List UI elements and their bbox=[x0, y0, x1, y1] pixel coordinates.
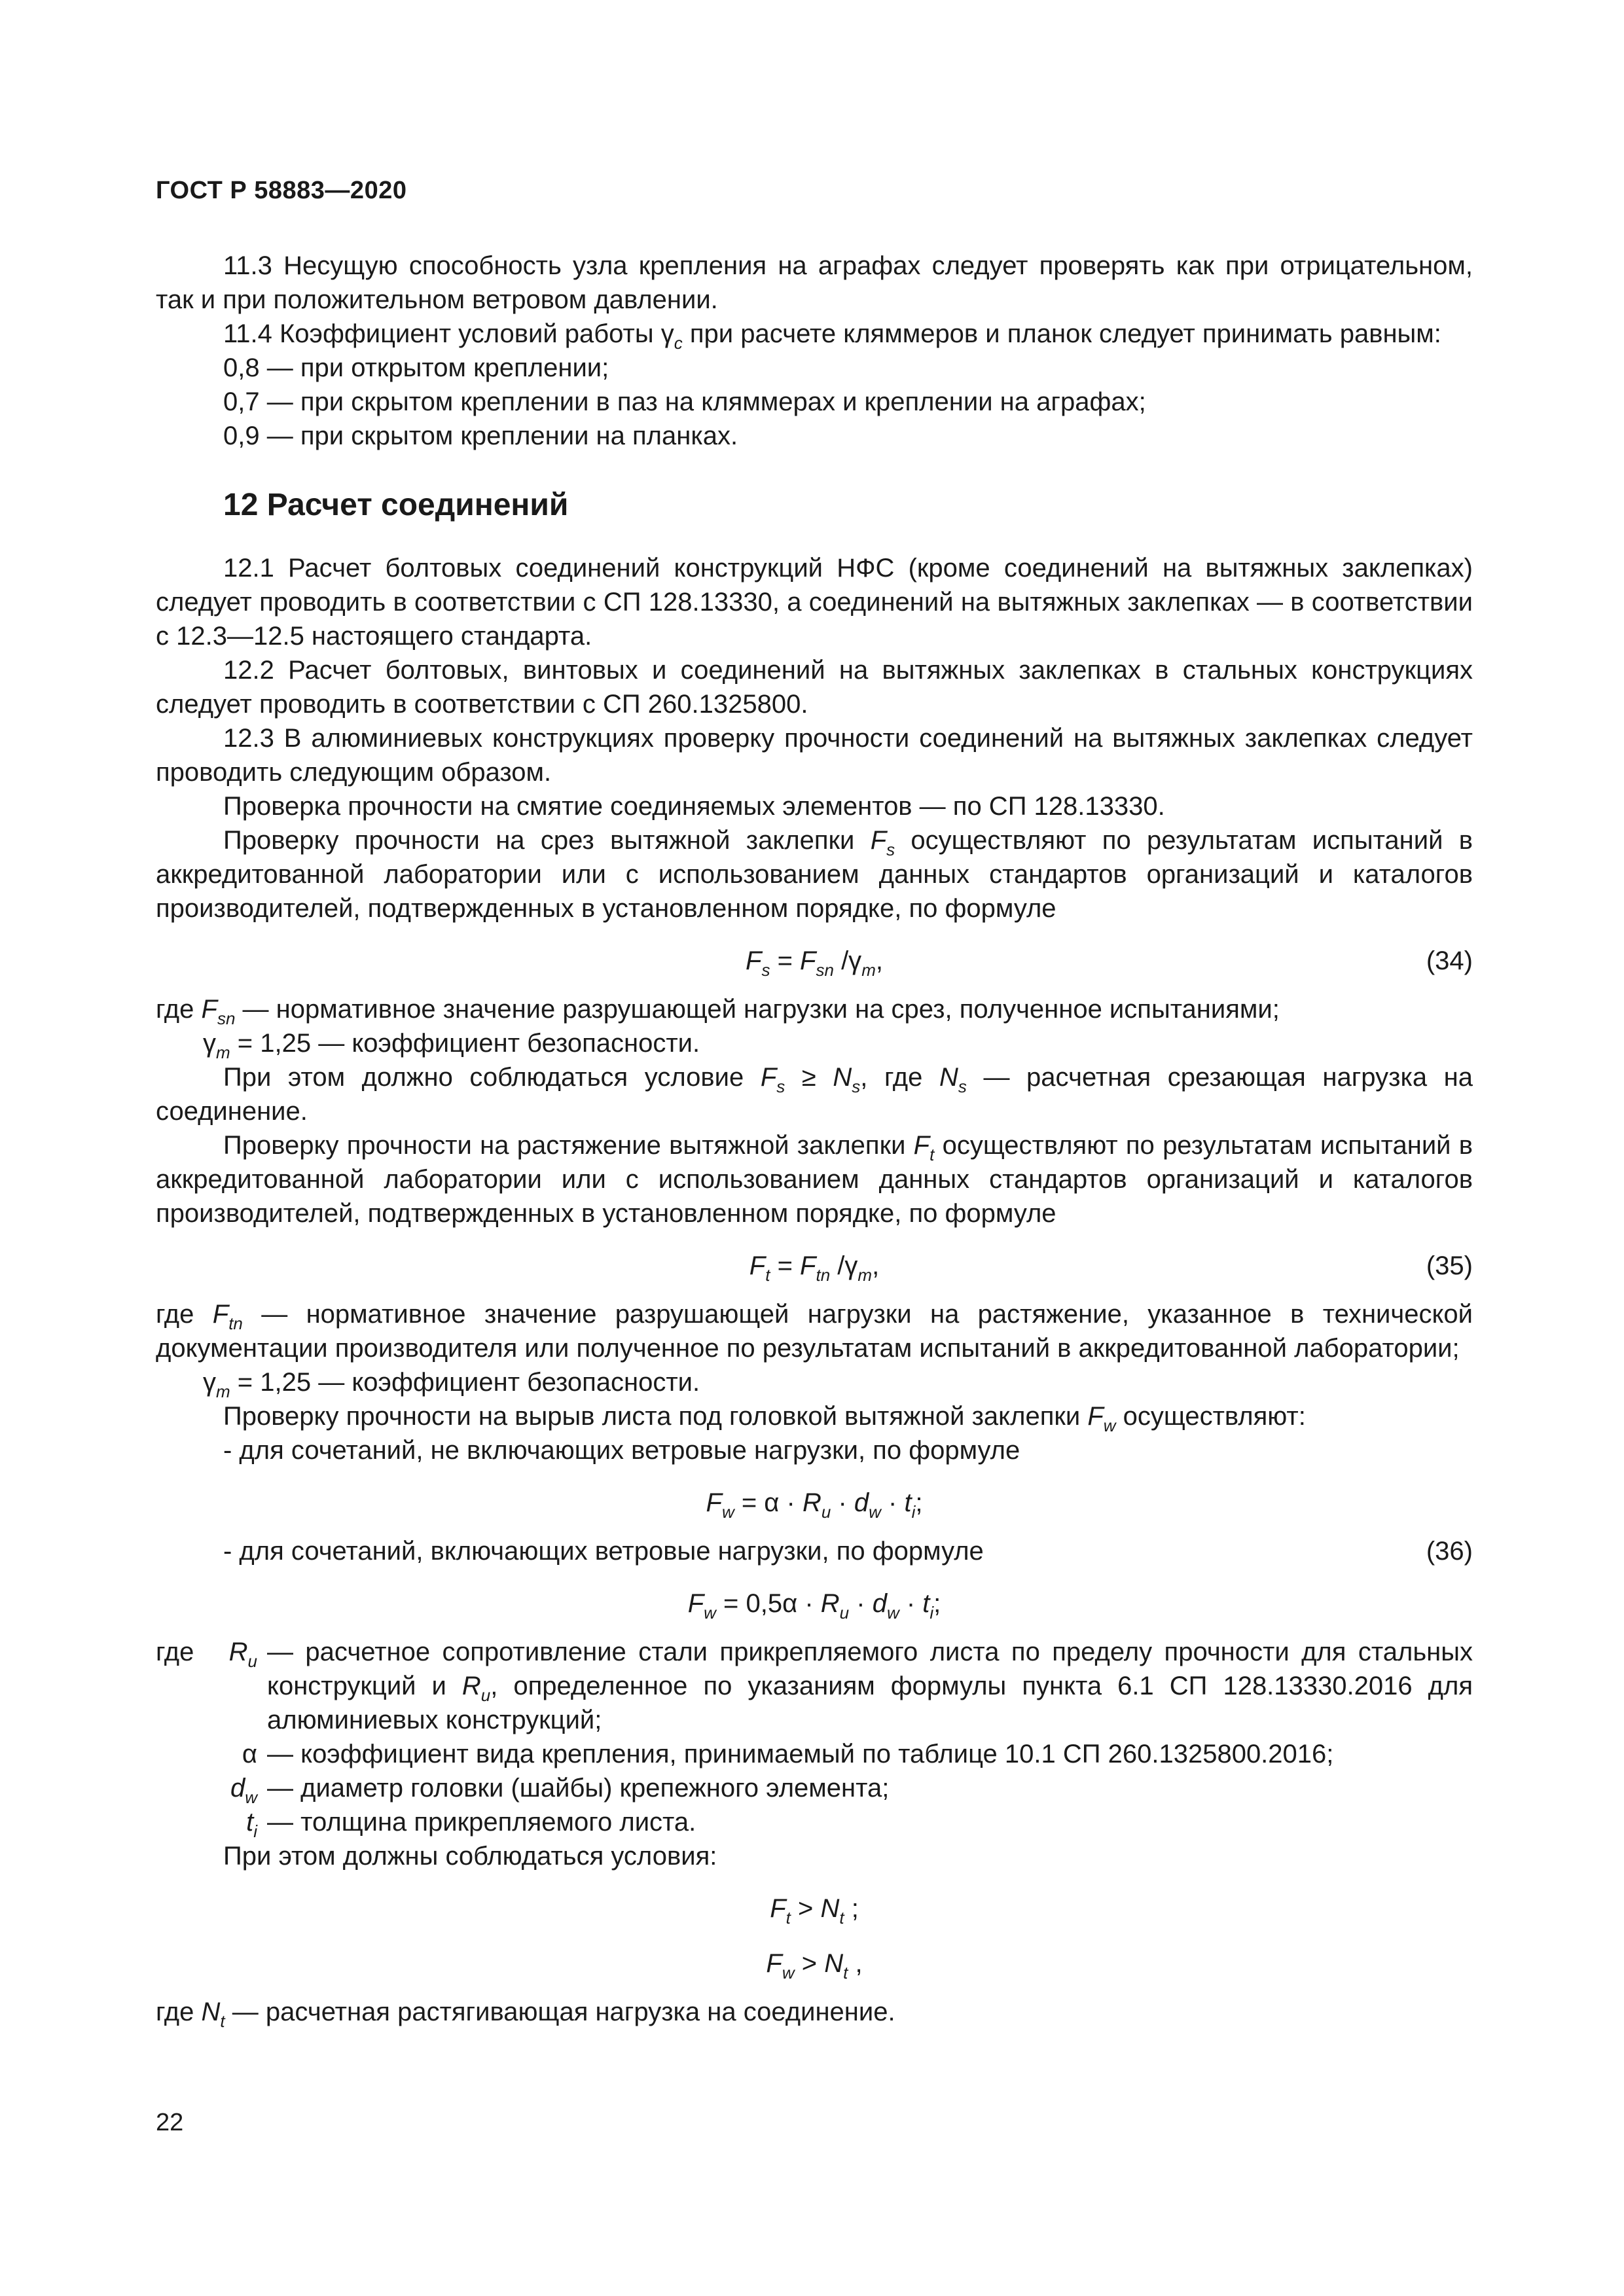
paragraph-srez: Проверку прочности на срез вытяжной заклепки $F_s$ осуществляют по результатам испытаний в аккредитованной лаборатории или с использованием данных стандартов организаций и каталогов производителей, подтвержденных в установленном порядке, по формуле bbox=[156, 826, 1473, 923]
condition-ft: $F_t > N_t$ ; bbox=[770, 1894, 859, 1928]
paragraph-vyryv: Проверку прочности на вырыв листа под головкой вытяжной заклепки $F_w$ осуществляют: bbox=[223, 1402, 1306, 1435]
paragraph-12-1: 12.1 Расчет болтовых соединений конструкций НФС (кроме соединений на вытяжных заклепках) следует проводить в соответствии с СП 128.13330, а соединений на вытяжных заклепках — в соответствии с 12.3—12.5 настоящего стандарта. bbox=[156, 554, 1473, 651]
document-body bbox=[156, 249, 1473, 2029]
formula-35 bbox=[156, 1246, 1473, 1285]
where-ru: где $R_u$ — расчетное сопротивление стали прикрепляемого листа по пределу прочности для стальных конструкций и $R_u$, определенное по указаниям формулы пункта 6.1 СП 128.13330.2016 для алюминиевых конструкций; bbox=[156, 1635, 1473, 1737]
section-12-heading: 12 Расчет соединений bbox=[223, 488, 569, 522]
where-fsn: где $F_{sn}$ — нормативное значение разрушающей нагрузки на срез, полученное испытаниями; bbox=[156, 995, 1280, 1028]
conditions-36: При этом должны соблюдаться условия: bbox=[223, 1842, 717, 1871]
paragraph-11-3: 11.3 Несущую способность узла крепления на аграфах следует проверять как при отрицательном, так и при положительном ветровом давлении. bbox=[156, 251, 1473, 314]
where-alpha: α — коэффициент вида крепления, принимаемый по таблице 10.1 СП 260.1325800.2016; bbox=[242, 1740, 1334, 1768]
list-item: 0,9 — при скрытом креплении на планках. bbox=[223, 422, 738, 450]
paragraph-rastyazhenie: Проверку прочности на растяжение вытяжной заклепки $F_t$ осуществляют по результатам испытаний в аккредитованной лаборатории или с использованием данных стандартов организаций и каталогов производителей, подтвержденных в установленном порядке, по формуле bbox=[156, 1131, 1473, 1228]
list-item: 0,7 — при скрытом креплении в паз на кляммерах и креплении на аграфах; bbox=[223, 387, 1146, 416]
where-nt: где $N_t$ — расчетная растягивающая нагрузка на соединение. bbox=[156, 1998, 895, 2031]
formula-35-expression: $F_t = F_{tn}$ $/\gamma_m$, bbox=[749, 1251, 880, 1285]
formula-34-number: (34) bbox=[1426, 946, 1473, 975]
paragraph-12-2: 12.2 Расчет болтовых, винтовых и соединений на вытяжных заклепках в стальных конструкциях следует проводить в соответствии с СП 260.1325800. bbox=[156, 656, 1473, 719]
where-ftn: где $F_{tn}$ — нормативное значение разрушающей нагрузки на растяжение, указанное в технической документации производителя или полученное по результатам испытаний в аккредитованной лаборатории; bbox=[156, 1300, 1473, 1363]
paragraph-smyatie: Проверка прочности на смятие соединяемых элементов — по СП 128.13330. bbox=[223, 792, 1165, 821]
where-gamma-35: $\gamma_m = 1,25$ — коэффициент безопасности. bbox=[203, 1368, 700, 1401]
formula-36b bbox=[156, 1584, 1473, 1623]
formula-36a-expression: $F_w = \alpha \cdot R_u \cdot d_w \cdot t_i$; bbox=[706, 1488, 923, 1522]
page-number: 22 bbox=[156, 2109, 184, 2136]
dash-item-wind: - для сочетаний, включающих ветровые нагрузки, по формуле (36) bbox=[223, 1534, 1473, 1568]
condition-fw: $F_w > N_t$ , bbox=[766, 1949, 863, 1982]
formula-36-number: (36) bbox=[1426, 1537, 1473, 1566]
formula-36a bbox=[156, 1483, 1473, 1522]
where-ti: $t_i$ — толщина прикрепляемого листа. bbox=[246, 1808, 696, 1841]
formula-35-number: (35) bbox=[1426, 1251, 1473, 1280]
where-gamma-34: $\gamma_m = 1,25$ — коэффициент безопасности. bbox=[203, 1029, 700, 1062]
dash-item-no-wind: - для сочетаний, не включающих ветровые нагрузки, по формуле bbox=[223, 1436, 1020, 1465]
where-lead: где bbox=[156, 1638, 194, 1666]
formula-34-expression: $F_s = F_{sn}$ $/\gamma_m$, bbox=[746, 946, 883, 980]
where-dw: $d_w$ — диаметр головки (шайбы) крепежного элемента; bbox=[230, 1774, 890, 1807]
formula-36b-expression: $F_w = 0,5\alpha \cdot R_u \cdot d_w \cdot t_i$; bbox=[687, 1589, 941, 1623]
condition-34: При этом должно соблюдаться условие $F_s \ge N_s$, где $N_s$ — расчетная срезающая нагрузка на соединение. bbox=[156, 1063, 1473, 1126]
document-header: ГОСТ Р 58883—2020 bbox=[156, 177, 407, 204]
formula-34 bbox=[156, 941, 1473, 980]
paragraph-11-4: 11.4 Коэффициент условий работы $\gamma_c$ при расчете кляммеров и планок следует принимать равным: bbox=[223, 319, 1441, 353]
list-item: 0,8 — при открытом креплении; bbox=[223, 353, 609, 382]
paragraph-12-3: 12.3 В алюминиевых конструкциях проверку прочности соединений на вытяжных заклепках следует проводить следующим образом. bbox=[156, 724, 1473, 787]
